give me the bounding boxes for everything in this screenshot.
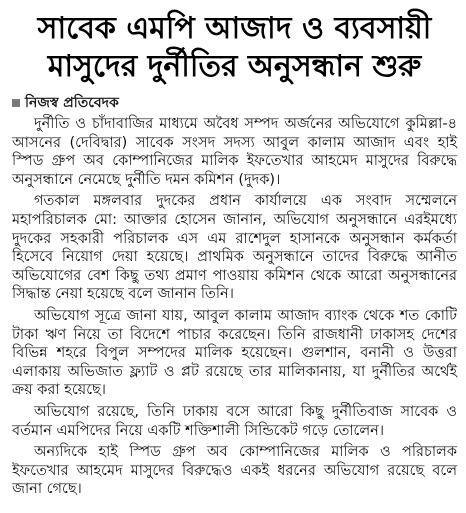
byline bbox=[12, 94, 457, 112]
article-headline bbox=[12, 10, 457, 86]
paragraph-2: গতকাল মঙ্গলবার দুদকের প্রধান কার্যালয়ে এক সংবাদ সম্মেলনে মহাপরিচালক মো: আক্তার হোসেন জানান, অভিযোগ অনুসন্ধানে এরইমধ্যে দুদকের সহকারী পরিচালক এস এম রাশেদুল হাসানকে অনুসন্ধান কর্মকর্তা হিসেবে নিয়োগ দেয়া হয়েছে। প্রাথমিক অনুসন্ধানে তাদের বিরুদ্ধে আনীত অভিযোগের বেশ কিছু তথ্য প্রমাণ পাওয়ায় কমিশন থেকে আরো অনুসন্ধানের সিদ্ধান্ত নেয়া হয়েছে বলে জানান তিনি। bbox=[12, 193, 457, 303]
byline-text: নিজস্ব প্রতিবেদক bbox=[25, 95, 119, 111]
paragraph-1: দুর্নীতি ও চাঁদাবাজির মাধ্যমে অবৈধ সম্পদ অর্জনের অভিযোগে কুমিল্লা-৪ আসনের (দেবিদ্বার) সাবেক সংসদ সদস্য আবুল কালাম আজাদ এবং হাই স্পিড গ্রুপ অব কোম্পানিজের মালিক ইফতেখার আহমেদ মাসুদের বিরুদ্ধে অনুসন্ধানে নেমেছে দুর্নীতি দমন কমিশন (দুদক)। bbox=[12, 116, 457, 188]
square-bullet-icon bbox=[12, 99, 20, 107]
headline-line-1: সাবেক এমপি আজাদ ও ব্যবসায়ী bbox=[37, 11, 432, 46]
article-body bbox=[12, 115, 457, 499]
paragraph-3: অভিযোগ সূত্রে জানা যায়, আবুল কালাম আজাদ ব্যাংক থেকে শত কোটি টাকা ঋণ নিয়ে তা বিদেশে পাচার করেছেন। তিনি রাজধানী ঢাকাসহ দেশের বিভিন্ন শহরে বিপুল সম্পদের মালিক হয়েছেন। গুলশান, বনানী ও উত্তরা এলাকায় অভিজাত ফ্ল্যাট ও প্লট রয়েছে তার মালিকানায়, যা দুর্নীতির অর্থেই ক্রয় করা হয়েছে। bbox=[12, 307, 457, 399]
paragraph-4: অভিযোগ রয়েছে, তিনি ঢাকায় বসে আরো কিছু দুর্নীতিবাজ সাবেক ও বর্তমান এমপিদের নিয়ে একটি শক্তিশালী সিন্ডিকেট গড়ে তোলেন। bbox=[12, 403, 457, 439]
headline-line-2: মাসুদের দুর্নীতির অনুসন্ধান শুরু bbox=[47, 49, 422, 84]
paragraph-5: অন্যদিকে হাই স্পিড গ্রুপ অব কোম্পানিজের মালিক ও পরিচালক ইফতেখার আহমেদ মাসুদের বিরুদ্ধেও একই ধরনের অভিযোগ রয়েছে বলে জানা গেছে। bbox=[12, 444, 457, 498]
